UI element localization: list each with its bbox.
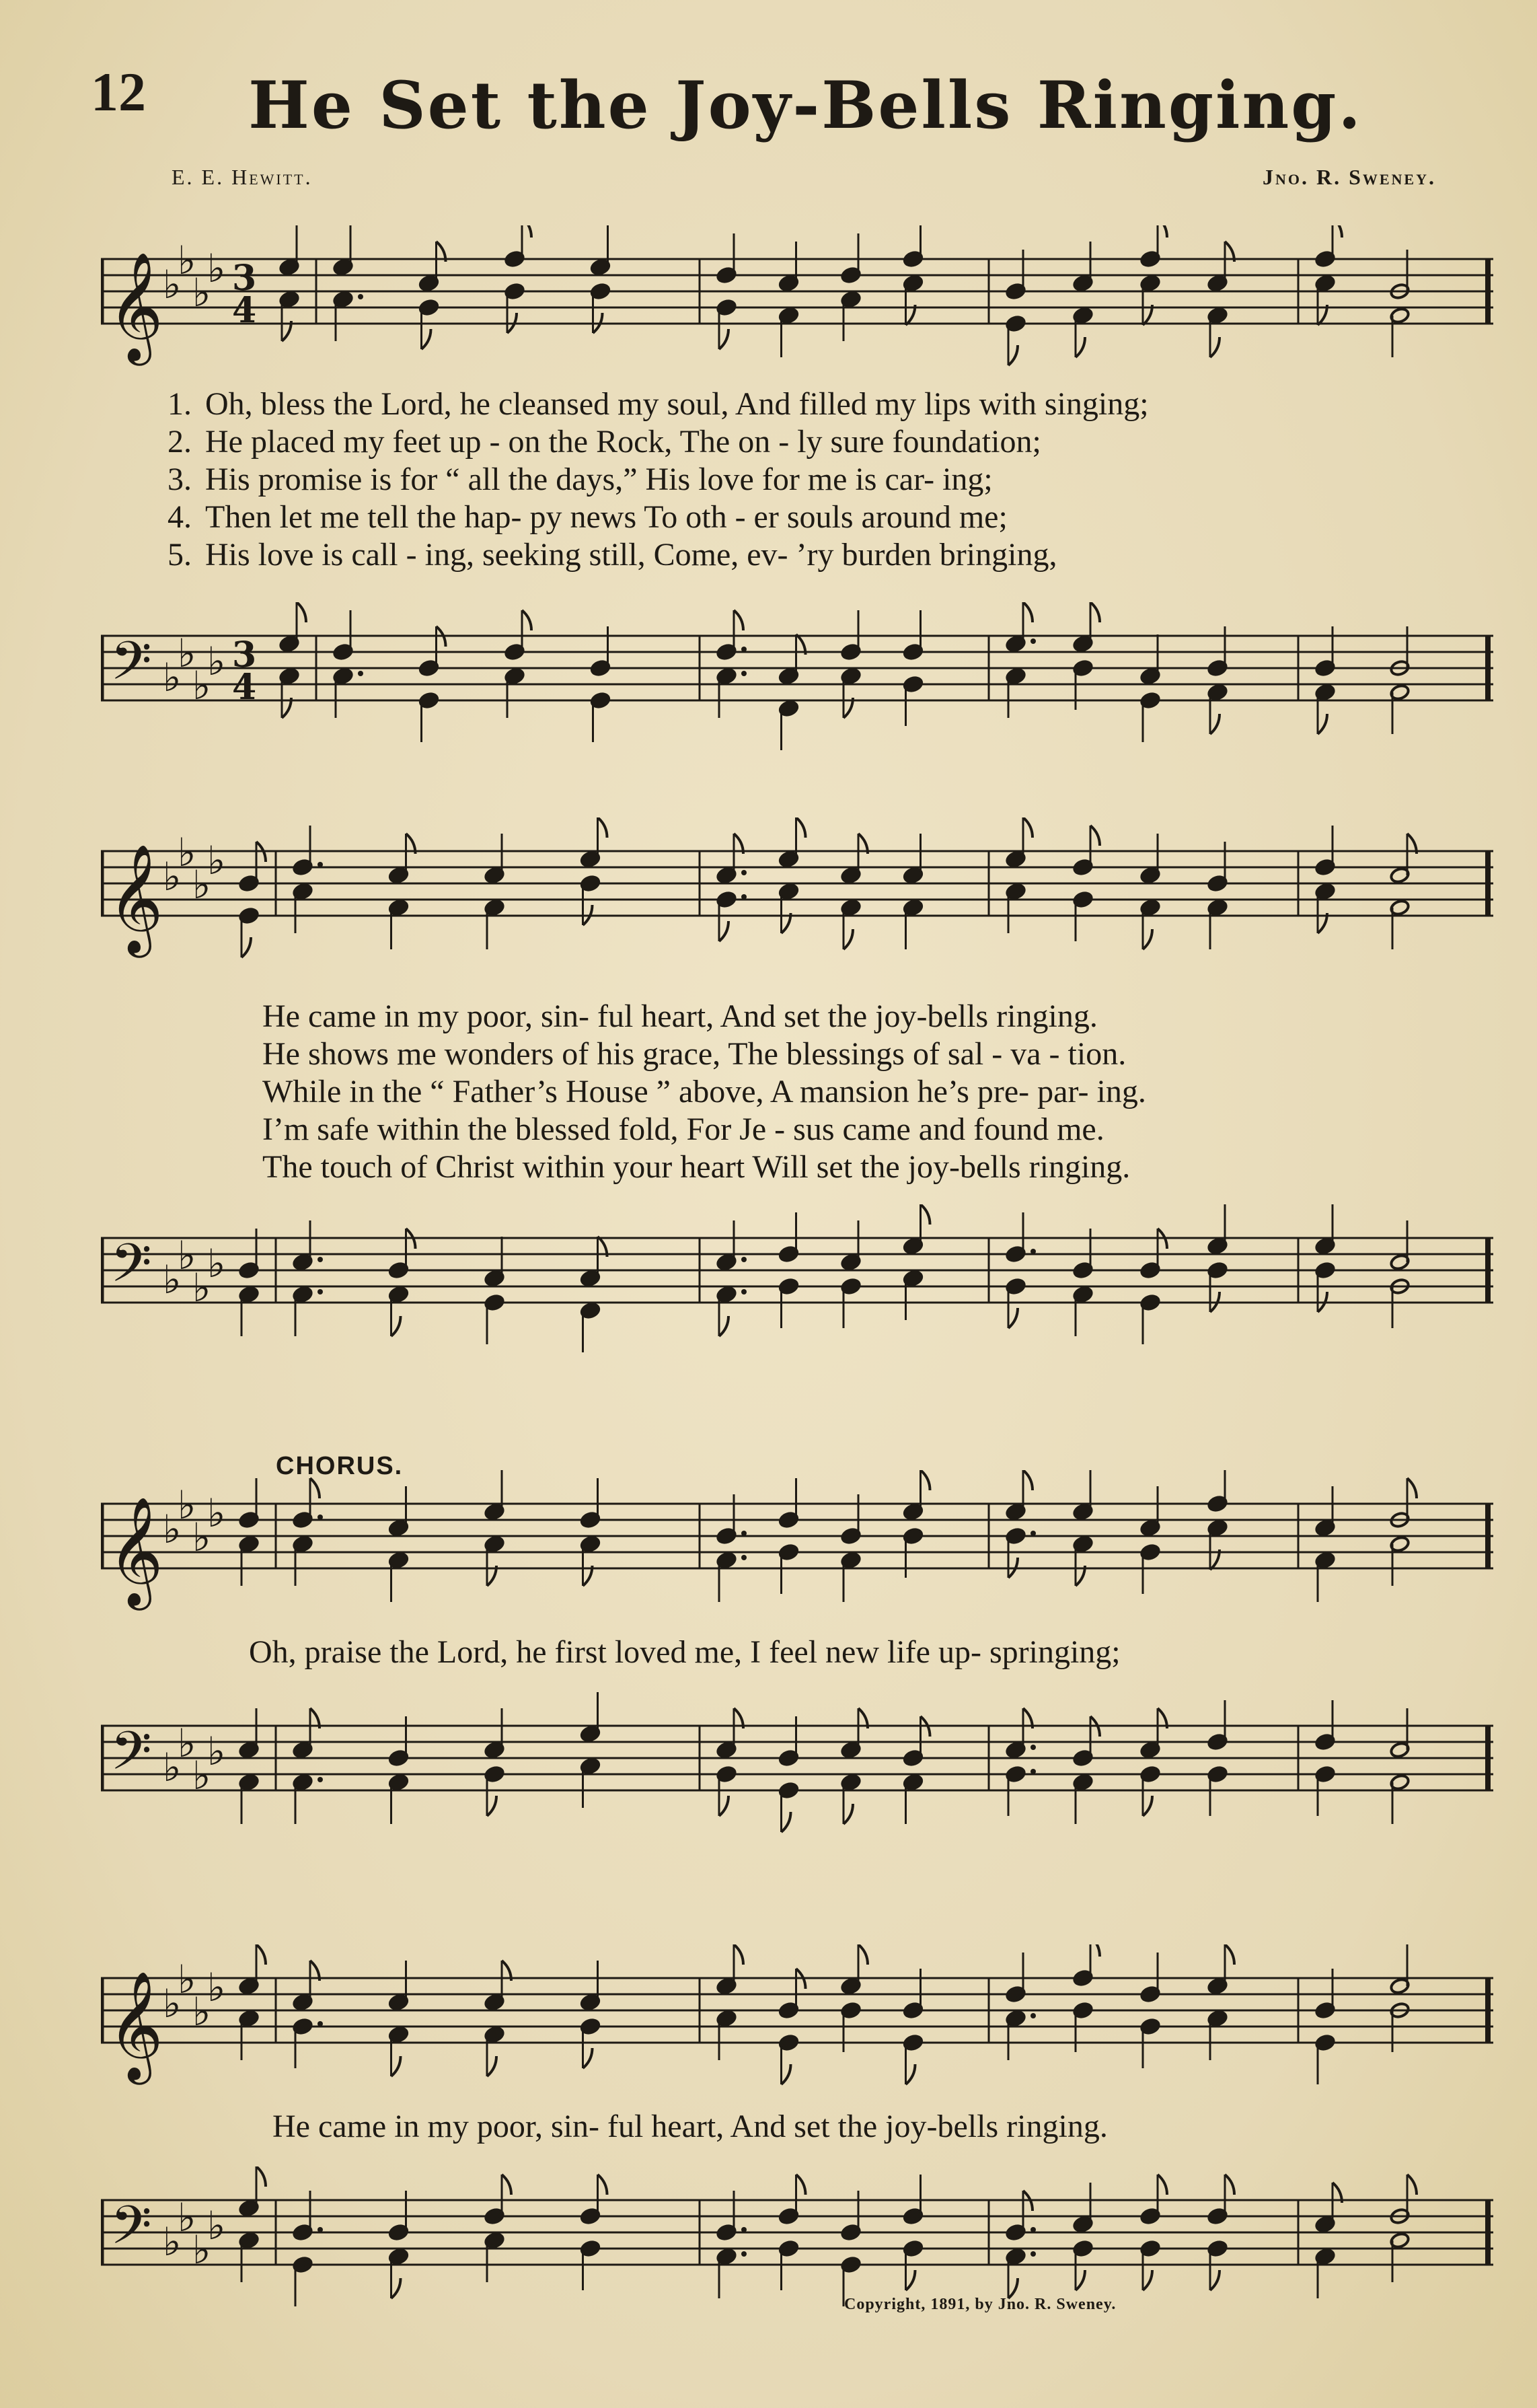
dot: [741, 1531, 747, 1536]
dot: [741, 1555, 747, 1560]
chorus-text: He came in my poor, sin- ful heart, And set the joy-bells ringing.: [272, 2109, 1108, 2144]
flat-icon: ♭: [163, 655, 182, 700]
verse-line: [101, 423, 1493, 461]
note-flag: [391, 1316, 401, 1336]
verse-number: 1.: [167, 386, 192, 422]
time-signature-bottom: 4: [232, 667, 257, 708]
note-flag: [1143, 1796, 1152, 1816]
dot: [317, 1257, 323, 1262]
flat-icon: ♭: [207, 1241, 226, 1286]
note-flag: [1210, 2270, 1220, 2290]
note-flag: [1225, 2175, 1234, 2195]
verse-number: 2.: [167, 424, 192, 460]
verse-line: [101, 536, 1493, 574]
flat-icon: ♭: [192, 1753, 211, 1798]
hymn-title: He Set the Joy-Bells Ringing.: [248, 67, 1363, 143]
note-flag: [1318, 714, 1327, 734]
note-flag: [1407, 2175, 1417, 2195]
composer-credit: Jno. R. Sweney.: [1262, 165, 1436, 189]
dot: [741, 870, 747, 875]
note-flag: [1143, 929, 1152, 949]
flat-icon: ♭: [178, 1957, 196, 2002]
note-flag: [1333, 225, 1342, 238]
chorus-label: CHORUS.: [276, 1452, 404, 1480]
flat-icon: ♭: [192, 2227, 211, 2273]
chorus-text: Oh, praise the Lord, he first loved me, I feel new life up- springing;: [249, 1634, 1121, 1670]
note-flag: [1210, 337, 1220, 357]
note-flag: [719, 921, 728, 941]
note-flag: [719, 1316, 728, 1336]
note-flag: [906, 2064, 915, 2084]
bass-staff: [101, 1692, 1493, 1847]
note-flag: [487, 1796, 496, 1816]
verse-lyrics-part1: [101, 386, 1493, 574]
flat-icon: ♭: [163, 1745, 182, 1790]
note-flag: [1008, 345, 1018, 365]
verse-text: While in the “ Father’s House ” above, A mansion he’s pre- par- ing.: [262, 1074, 1146, 1109]
note-flag: [297, 602, 306, 622]
treble-clef-icon: 𝄞: [108, 844, 163, 953]
dot: [317, 1289, 323, 1294]
flat-icon: ♭: [207, 2203, 226, 2249]
dot: [741, 1257, 747, 1262]
flat-icon: ♭: [192, 1989, 211, 2035]
flat-icon: ♭: [207, 1728, 226, 1774]
verse-number: 4.: [167, 499, 192, 535]
bass-clef-icon: 𝄢: [110, 1232, 152, 1307]
lyricist-credit: E. E. Hewitt.: [172, 165, 313, 189]
note-flag: [522, 610, 531, 630]
flat-icon: ♭: [207, 639, 226, 684]
flat-icon: ♭: [163, 2219, 182, 2265]
note-flag: [1210, 714, 1220, 734]
verse-number: 5.: [167, 537, 192, 573]
note-flag: [1143, 2270, 1152, 2290]
note-flag: [583, 2048, 593, 2068]
note-flag: [734, 1944, 743, 1965]
bass-clef-icon: 𝄢: [110, 1720, 152, 1795]
note-flag: [734, 610, 743, 630]
dot: [1030, 2013, 1036, 2018]
verse-text: He shows me wonders of his grace, The blessings of sal - va - tion.: [262, 1036, 1127, 1072]
flat-icon: ♭: [178, 238, 196, 283]
dot: [1030, 2251, 1036, 2257]
note-flag: [598, 817, 607, 838]
note-flag: [422, 329, 431, 349]
note-flag: [391, 2056, 401, 2076]
treble-staff-lines: [101, 1944, 1493, 2099]
page-number: 12: [91, 61, 146, 122]
bass-staff-lines: [101, 1204, 1493, 1359]
note-flag: [1407, 1478, 1417, 1498]
note-flag: [844, 929, 853, 949]
flat-icon: ♭: [178, 630, 196, 676]
dot: [317, 862, 323, 867]
flat-icon: ♭: [207, 1965, 226, 2010]
bass-staff: [101, 602, 1493, 757]
flat-icon: ♭: [178, 1482, 196, 1528]
note-flag: [1090, 1944, 1100, 1957]
verse-line: [101, 461, 1493, 499]
note-flag: [782, 1812, 791, 1832]
flat-icon: ♭: [163, 1506, 182, 1552]
treble-clef-icon: 𝄞: [108, 252, 163, 361]
note-flag: [844, 1804, 853, 1824]
bass-staff: [101, 1204, 1493, 1359]
dot: [317, 1515, 323, 1520]
verse-text: He placed my feet up - on the Rock, The on - ly sure foundation;: [205, 424, 1041, 460]
flat-icon: ♭: [207, 246, 226, 291]
verse-lyrics-part2: [101, 998, 1537, 1186]
treble-staff: [101, 817, 1493, 972]
flat-icon: ♭: [192, 270, 211, 316]
bass-staff-lines: [101, 1692, 1493, 1847]
flat-icon: ♭: [163, 1981, 182, 2027]
flat-icon: ♭: [178, 2195, 196, 2240]
verse-text: The touch of Christ within your heart Will set the joy-bells ringing.: [262, 1149, 1131, 1185]
dot: [1030, 1745, 1036, 1750]
verse-text: I’m safe within the blessed fold, For Je - sus came and found me.: [262, 1111, 1104, 1147]
treble-staff: [101, 1470, 1493, 1625]
time-signature-top: 3: [232, 634, 257, 676]
flat-icon: ♭: [178, 830, 196, 875]
treble-staff-lines: [101, 1470, 1493, 1625]
treble-staff: [101, 1944, 1493, 2099]
note-flag: [796, 817, 806, 838]
bass-staff-lines: [101, 602, 1493, 757]
note-flag: [522, 225, 531, 238]
dot: [741, 894, 747, 900]
note-flag: [1225, 1944, 1234, 1965]
flat-icon: ♭: [163, 262, 182, 307]
flat-icon: ♭: [192, 1515, 211, 1560]
dot: [1030, 2227, 1036, 2232]
note-flag: [921, 1470, 930, 1490]
note-flag: [921, 1204, 930, 1225]
note-flag: [598, 2175, 607, 2195]
note-flag: [1023, 817, 1033, 838]
chorus-lyrics-line2: [101, 2108, 1537, 2146]
note-flag: [1090, 826, 1100, 846]
note-flag: [1008, 1308, 1018, 1328]
note-flag: [256, 1944, 266, 1965]
note-flag: [310, 1478, 320, 1498]
note-flag: [782, 2064, 791, 2084]
note-flag: [391, 2278, 401, 2298]
chorus-lyrics-line1: [101, 1634, 1537, 1671]
verse-line: [101, 499, 1493, 536]
dot: [317, 1777, 323, 1782]
flat-icon: ♭: [192, 862, 211, 908]
dot: [317, 2021, 323, 2027]
time-signature-top: 3: [232, 258, 257, 299]
note-flag: [858, 1944, 868, 1965]
note-flag: [906, 2270, 915, 2290]
dot: [317, 2227, 323, 2232]
note-flag: [1023, 602, 1033, 622]
note-flag: [1076, 2270, 1085, 2290]
treble-clef-icon: 𝄞: [108, 1496, 163, 1606]
flat-icon: ♭: [163, 854, 182, 900]
treble-staff-lines: [101, 817, 1493, 972]
note-flag: [502, 2175, 511, 2195]
verse-line: [101, 386, 1493, 423]
treble-clef-icon: 𝄞: [108, 1971, 163, 2080]
dot: [741, 671, 747, 676]
dot: [741, 1289, 747, 1294]
verse-number: 3.: [167, 462, 192, 497]
treble-staff: [101, 225, 1493, 380]
note-flag: [719, 1796, 728, 1816]
note-flag: [241, 937, 251, 957]
flat-icon: ♭: [163, 1257, 182, 1303]
copyright-notice: Copyright, 1891, by Jno. R. Sweney.: [844, 2296, 1117, 2313]
flat-icon: ♭: [192, 1265, 211, 1311]
note-flag: [256, 2166, 266, 2187]
bass-clef-icon: 𝄢: [110, 630, 152, 705]
bass-staff: [101, 2166, 1493, 2321]
note-flag: [1158, 2175, 1167, 2195]
dot: [1030, 1531, 1036, 1536]
verse-text: His love is call - ing, seeking still, Come, ev- ’ry burden bringing,: [205, 537, 1057, 573]
dot: [1030, 1249, 1036, 1254]
dot: [741, 647, 747, 652]
flat-icon: ♭: [178, 1233, 196, 1278]
flat-icon: ♭: [207, 1490, 226, 1536]
note-flag: [719, 329, 728, 349]
flat-icon: ♭: [178, 1720, 196, 1766]
bass-clef-icon: 𝄢: [110, 2194, 152, 2269]
dot: [1030, 1769, 1036, 1774]
note-flag: [1076, 337, 1085, 357]
note-flag: [796, 2175, 806, 2195]
verse-text: He came in my poor, sin- ful heart, And set the joy-bells ringing.: [262, 998, 1098, 1034]
flat-icon: ♭: [192, 663, 211, 708]
verse-text: His promise is for “ all the days,” His love for me is car- ing;: [205, 462, 993, 497]
dot: [1030, 639, 1036, 644]
note-flag: [1023, 1470, 1033, 1490]
verse-text: Then let me tell the hap- py news To oth - er souls around me;: [205, 499, 1008, 535]
dot: [741, 2251, 747, 2257]
note-flag: [487, 2056, 496, 2076]
time-signature-bottom: 4: [232, 290, 257, 331]
dot: [358, 671, 363, 676]
note-flag: [1158, 225, 1167, 238]
bass-staff-lines: [101, 2166, 1493, 2321]
dot: [358, 294, 363, 299]
verse-text: Oh, bless the Lord, he cleansed my soul, And filled my lips with singing;: [205, 386, 1149, 422]
flat-icon: ♭: [207, 838, 226, 883]
treble-staff-lines: [101, 225, 1493, 380]
note-flag: [1090, 602, 1100, 622]
dot: [741, 2227, 747, 2232]
